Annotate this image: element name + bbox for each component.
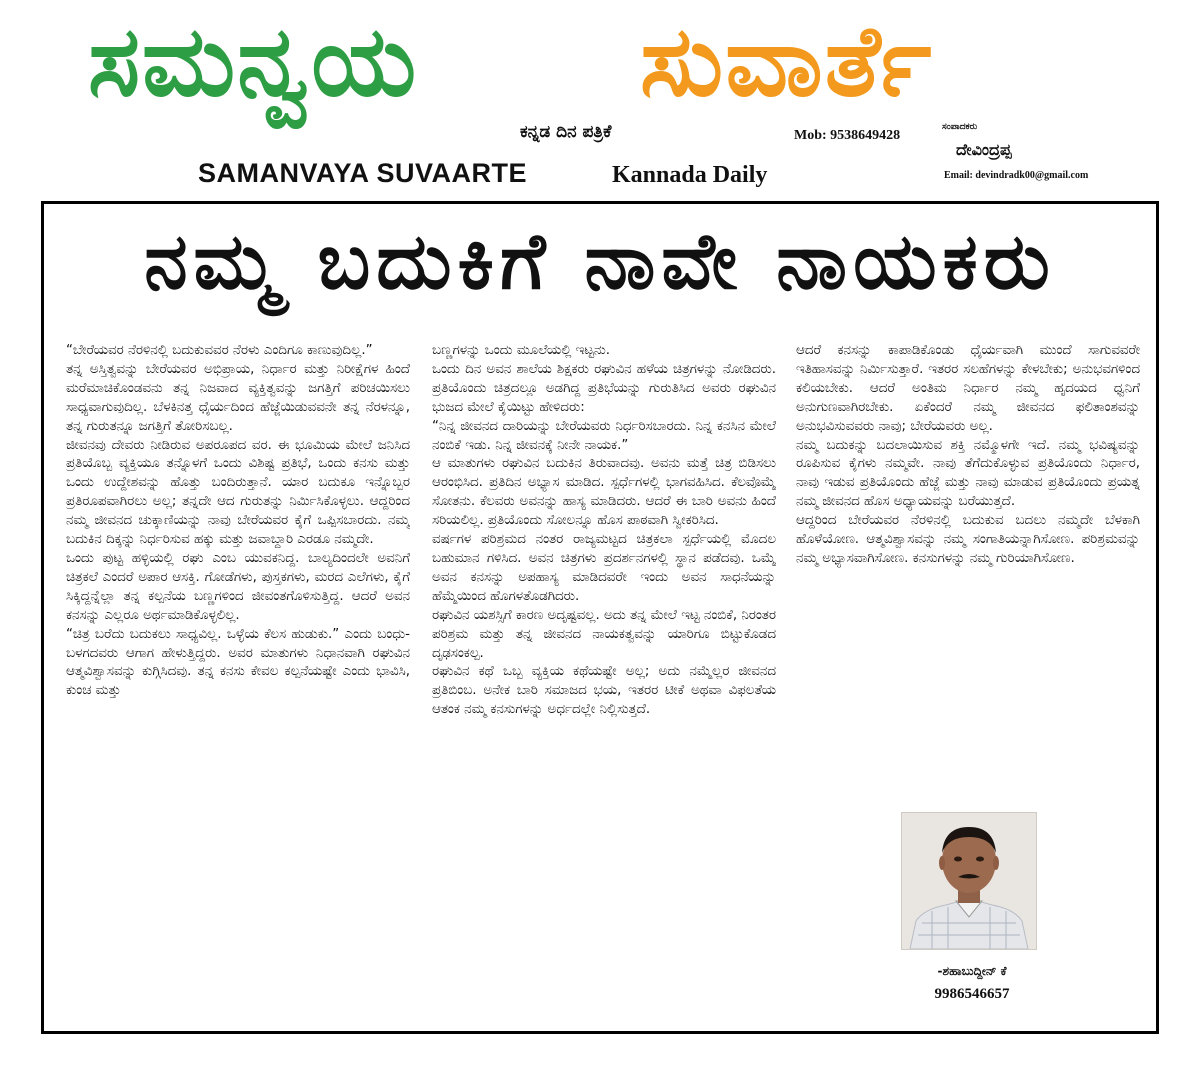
paragraph: ರಘುವಿನ ಯಶಸ್ಸಿಗೆ ಕಾರಣ ಅದೃಷ್ಟವಲ್ಲ. ಅದು ತನ್ನ ಮೇಲೆ ಇಟ್ಟ ನಂಬಿಕೆ, ನಿರಂತರ ಪರಿಶ್ರಮ ಮತ್ತು ತನ್ನ ಜೀವನದ ನಾಯಕತ್ವವನ್ನು ಯಾರಿಗೂ ಬಿಟ್ಟುಕೊಡದ ದೃಢಸಂಕಲ್ಪ.: [432, 607, 776, 661]
masthead-title-orange: ಸುವಾರ್ತೆ: [640, 5, 934, 119]
english-tagline: Kannada Daily: [612, 162, 768, 188]
masthead-title-green: ಸಮನ್ವಯ: [88, 5, 419, 119]
paragraph: ಆದರೆ ಕನಸನ್ನು ಕಾಪಾಡಿಕೊಂಡು ಧೈರ್ಯವಾಗಿ ಮುಂದೆ ಸಾಗುವವರೇ ಇತಿಹಾಸವನ್ನು ನಿರ್ಮಿಸುತ್ತಾರೆ. ಇತರರ ಸಲಹೆಗಳನ್ನು ಕೇಳಬೇಕು; ಅನುಭವಗಳಿಂದ ಕಲಿಯಬೇಕು. ಆದರೆ ಅಂತಿಮ ನಿರ್ಧಾರ ನಮ್ಮ ಹೃದಯದ ಧ್ವನಿಗೆ ಅನುಗುಣವಾಗಿರಬೇಕು. ಏಕೆಂದರೆ ನಮ್ಮ ಜೀವನದ ಫಲಿತಾಂಶವನ್ನು ಅನುಭವಿಸುವವರು ನಾವು; ಬೇರೆಯವರು ಅಲ್ಲ.: [796, 343, 1140, 434]
paragraph: ನಮ್ಮ ಬದುಕನ್ನು ಬದಲಾಯಿಸುವ ಶಕ್ತಿ ನಮ್ಮೊಳಗೇ ಇದೆ. ನಮ್ಮ ಭವಿಷ್ಯವನ್ನು ರೂಪಿಸುವ ಕೈಗಳು ನಮ್ಮವೇ. ನಾವು ತೆಗೆದುಕೊಳ್ಳುವ ಪ್ರತಿಯೊಂದು ನಿರ್ಧಾರ, ನಾವು ಇಡುವ ಪ್ರತಿಯೊಂದು ಹೆಜ್ಜೆ ಮತ್ತು ನಾವು ಮಾಡುವ ಪ್ರತಿಯೊಂದು ಪ್ರಯತ್ನ ನಮ್ಮ ಜೀವನದ ಹೊಸ ಅಧ್ಯಾಯವನ್ನು ಬರೆಯುತ್ತದೆ.: [796, 437, 1140, 510]
editor-label: ಸಂಪಾದಕರು: [942, 122, 978, 132]
paragraph: ಒಂದು ಪುಟ್ಟ ಹಳ್ಳಿಯಲ್ಲಿ ರಘು ಎಂಬ ಯುವಕನಿದ್ದ. ಬಾಲ್ಯದಿಂದಲೇ ಅವನಿಗೆ ಚಿತ್ರಕಲೆ ಎಂದರೆ ಅಪಾರ ಆಸಕ್ತಿ. ಗೋಡೆಗಳು, ಪುಸ್ತಕಗಳು, ಮರದ ಎಲೆಗಳು, ಕೈಗೆ ಸಿಕ್ಕಿದ್ದನ್ನೆಲ್ಲಾ ತನ್ನ ಕಲ್ಪನೆಯ ಬಣ್ಣಗಳಿಂದ ಜೀವಂತಗೊಳಿಸುತ್ತಿದ್ದ. ಆದರೆ ಅವನ ಕನಸನ್ನು ಎಲ್ಲರೂ ಅರ್ಥಮಾಡಿಕೊಳ್ಳಲಿಲ್ಲ.: [66, 550, 410, 623]
author-name: -ಶಹಾಬುದ್ದೀನ್ ಕೆ: [937, 964, 1007, 978]
paragraph: ವರ್ಷಗಳ ಪರಿಶ್ರಮದ ನಂತರ ರಾಜ್ಯಮಟ್ಟದ ಚಿತ್ರಕಲಾ ಸ್ಪರ್ಧೆಯಲ್ಲಿ ಮೊದಲ ಬಹುಮಾನ ಗಳಿಸಿದ. ಅವನ ಚಿತ್ರಗಳು ಪ್ರದರ್ಶನಗಳಲ್ಲಿ ಸ್ಥಾನ ಪಡೆದವು. ಒಮ್ಮೆ ಅವನ ಕನಸನ್ನು ಅಪಹಾಸ್ಯ ಮಾಡಿದವರೇ ಇಂದು ಅವನ ಸಾಧನೆಯನ್ನು ಹೆಮ್ಮೆಯಿಂದ ಹೊಗಳತೊಡಗಿದರು.: [432, 532, 776, 604]
paragraph: ಜೀವನವು ದೇವರು ನೀಡಿರುವ ಅಪರೂಪದ ವರ. ಈ ಭೂಮಿಯ ಮೇಲೆ ಜನಿಸಿದ ಪ್ರತಿಯೊಬ್ಬ ವ್ಯಕ್ತಿಯೂ ತನ್ನೊಳಗೆ ಒಂದು ವಿಶಿಷ್ಟ ಪ್ರತಿಭೆ, ಒಂದು ಕನಸು ಮತ್ತು ಒಂದು ಉದ್ದೇಶವನ್ನು ಹೊತ್ತು ಬಂದಿರುತ್ತಾನೆ. ಯಾರ ಬದುಕೂ ಇನ್ನೊಬ್ಬರ ಪ್ರತಿರೂಪವಾಗಿರಲು ಅಲ್ಲ; ತನ್ನದೇ ಆದ ಗುರುತನ್ನು ನಿರ್ಮಿಸಿಕೊಳ್ಳಲು. ಆದ್ದರಿಂದ ನಮ್ಮ ಜೀವನದ ಚುಕ್ಕಾಣಿಯನ್ನು ನಾವು ಬೇರೆಯವರ ಕೈಗೆ ಒಪ್ಪಿಸಬಾರದು. ನಮ್ಮ ಬದುಕಿನ ದಿಕ್ಕನ್ನು ನಿರ್ಧರಿಸುವ ಹಕ್ಕು ಮತ್ತು ಜವಾಬ್ದಾರಿ ಎರಡೂ ನಮ್ಮದೇ.: [66, 437, 410, 548]
paragraph: “ಬೇರೆಯವರ ನೆರಳಿನಲ್ಲಿ ಬದುಕುವವರ ನೆರಳು ಎಂದಿಗೂ ಕಾಣುವುದಿಲ್ಲ.”: [66, 343, 373, 358]
paragraph: ಒಂದು ದಿನ ಅವನ ಶಾಲೆಯ ಶಿಕ್ಷಕರು ರಘುವಿನ ಹಳೆಯ ಚಿತ್ರಗಳನ್ನು ನೋಡಿದರು. ಪ್ರತಿಯೊಂದು ಚಿತ್ರದಲ್ಲೂ ಅಡಗಿದ್ದ ಪ್ರತಿಭೆಯನ್ನು ಗುರುತಿಸಿದ ಅವರು ರಘುವಿನ ಭುಜದ ಮೇಲೆ ಕೈಯಿಟ್ಟು ಹೇಳಿದರು:: [432, 361, 776, 415]
kannada-tagline: ಕನ್ನಡ ದಿನ ಪತ್ರಿಕೆ: [520, 122, 612, 142]
mobile-number: Mob: 9538649428: [794, 128, 901, 143]
paragraph: ತನ್ನ ಅಸ್ತಿತ್ವವನ್ನು ಬೇರೆಯವರ ಅಭಿಪ್ರಾಯ, ನಿರ್ಧಾರ ಮತ್ತು ನಿರೀಕ್ಷೆಗಳ ಹಿಂದೆ ಮರೆಮಾಚಿಕೊಂಡವನು ತನ್ನ ನಿಜವಾದ ವ್ಯಕ್ತಿತ್ವವನ್ನು ಜಗತ್ತಿಗೆ ಪರಿಚಯಿಸಲು ಸಾಧ್ಯವಾಗುವುದಿಲ್ಲ. ಬೆಳಕಿನತ್ತ ಧೈರ್ಯದಿಂದ ಹೆಜ್ಜೆಯಿಡುವವನೇ ತನ್ನ ನೆರಳನ್ನೂ, ತನ್ನ ಗುರುತನ್ನೂ ಜಗತ್ತಿಗೆ ತೋರಿಸಬಲ್ಲ.: [66, 361, 410, 434]
email-address: Email: devindradk00@gmail.com: [944, 170, 1089, 181]
paragraph: “ನಿನ್ನ ಜೀವನದ ದಾರಿಯನ್ನು ಬೇರೆಯವರು ನಿರ್ಧರಿಸಬಾರದು. ನಿನ್ನ ಕನಸಿನ ಮೇಲೆ ನಂಬಿಕೆ ಇಡು. ನಿನ್ನ ಜೀವನಕ್ಕೆ ನೀನೇ ನಾಯಕ.”: [432, 418, 776, 453]
paragraph: ಬಣ್ಣಗಳನ್ನು ಒಂದು ಮೂಲೆಯಲ್ಲಿ ಇಟ್ಟನು.: [432, 343, 610, 358]
author-phone: 9986546657: [934, 986, 1010, 1002]
paragraph: ಆ ಮಾತುಗಳು ರಘುವಿನ ಬದುಕಿನ ತಿರುವಾದವು. ಅವನು ಮತ್ತೆ ಚಿತ್ರ ಬಿಡಿಸಲು ಆರಂಭಿಸಿದ. ಪ್ರತಿದಿನ ಅಭ್ಯಾಸ ಮಾಡಿದ. ಸ್ಪರ್ಧೆಗಳಲ್ಲಿ ಭಾಗವಹಿಸಿದ. ಕೆಲವೊಮ್ಮೆ ಸೋತನು. ಕೆಲವರು ಅವನನ್ನು ಹಾಸ್ಯ ಮಾಡಿದರು. ಆದರೆ ಈ ಬಾರಿ ಅವನು ಹಿಂದೆ ಸರಿಯಲಿಲ್ಲ. ಪ್ರತಿಯೊಂದು ಸೋಲನ್ನೂ ಹೊಸ ಪಾಠವಾಗಿ ಸ್ವೀಕರಿಸಿದ.: [432, 456, 776, 529]
editor-name: ದೇವಿಂದ್ರಪ್ಪ: [956, 140, 1012, 159]
article-column-1: [66, 342, 410, 1022]
article-frame: [41, 201, 1159, 1034]
article-column-2: [432, 342, 776, 1022]
english-newspaper-name: SAMANVAYA SUVAARTE: [198, 158, 528, 188]
masthead: [0, 0, 1200, 200]
author-photo: [901, 812, 1037, 950]
paragraph: ಆದ್ದರಿಂದ ಬೇರೆಯವರ ನೆರಳಿನಲ್ಲಿ ಬದುಕುವ ಬದಲು ನಮ್ಮದೇ ಬೆಳಕಾಗಿ ಹೊಳೆಯೋಣ. ಆತ್ಮವಿಶ್ವಾಸವನ್ನು ನಮ್ಮ ಸಂಗಾತಿಯನ್ನಾಗಿಸೋಣ. ಪರಿಶ್ರಮವನ್ನು ನಮ್ಮ ಅಭ್ಯಾಸವಾಗಿಸೋಣ. ಕನಸುಗಳನ್ನು ನಮ್ಮ ಗುರಿಯಾಗಿಸೋಣ.: [796, 513, 1140, 566]
paragraph: ರಘುವಿನ ಕಥೆ ಒಬ್ಬ ವ್ಯಕ್ತಿಯ ಕಥೆಯಷ್ಟೇ ಅಲ್ಲ; ಅದು ನಮ್ಮೆಲ್ಲರ ಜೀವನದ ಪ್ರತಿಬಿಂಬ. ಅನೇಕ ಬಾರಿ ಸಮಾಜದ ಭಯ, ಇತರರ ಟೀಕೆ ಅಥವಾ ವಿಫಲತೆಯ ಆತಂಕ ನಮ್ಮ ಕನಸುಗಳನ್ನು ಅರ್ಧದಲ್ಲೇ ನಿಲ್ಲಿಸುತ್ತದೆ.: [432, 664, 776, 718]
article-headline: ನಮ್ಮ ಬದುಕಿಗೆ ನಾವೇ ನಾಯಕರು: [144, 217, 1056, 307]
paragraph: “ಚಿತ್ರ ಬರೆದು ಬದುಕಲು ಸಾಧ್ಯವಿಲ್ಲ. ಒಳ್ಳೆಯ ಕೆಲಸ ಹುಡುಕು.” ಎಂದು ಬಂಧು-ಬಳಗದವರು ಆಗಾಗ ಹೇಳುತ್ತಿದ್ದರು. ಅವರ ಮಾತುಗಳು ನಿಧಾನವಾಗಿ ರಘುವಿನ ಆತ್ಮವಿಶ್ವಾಸವನ್ನು ಕುಗ್ಗಿಸಿದವು. ತನ್ನ ಕನಸು ಕೇವಲ ಕಲ್ಪನೆಯಷ್ಟೇ ಎಂದು ಭಾವಿಸಿ, ಕುಂಚ ಮತ್ತು: [66, 626, 410, 699]
article-column-3: [796, 342, 1140, 742]
